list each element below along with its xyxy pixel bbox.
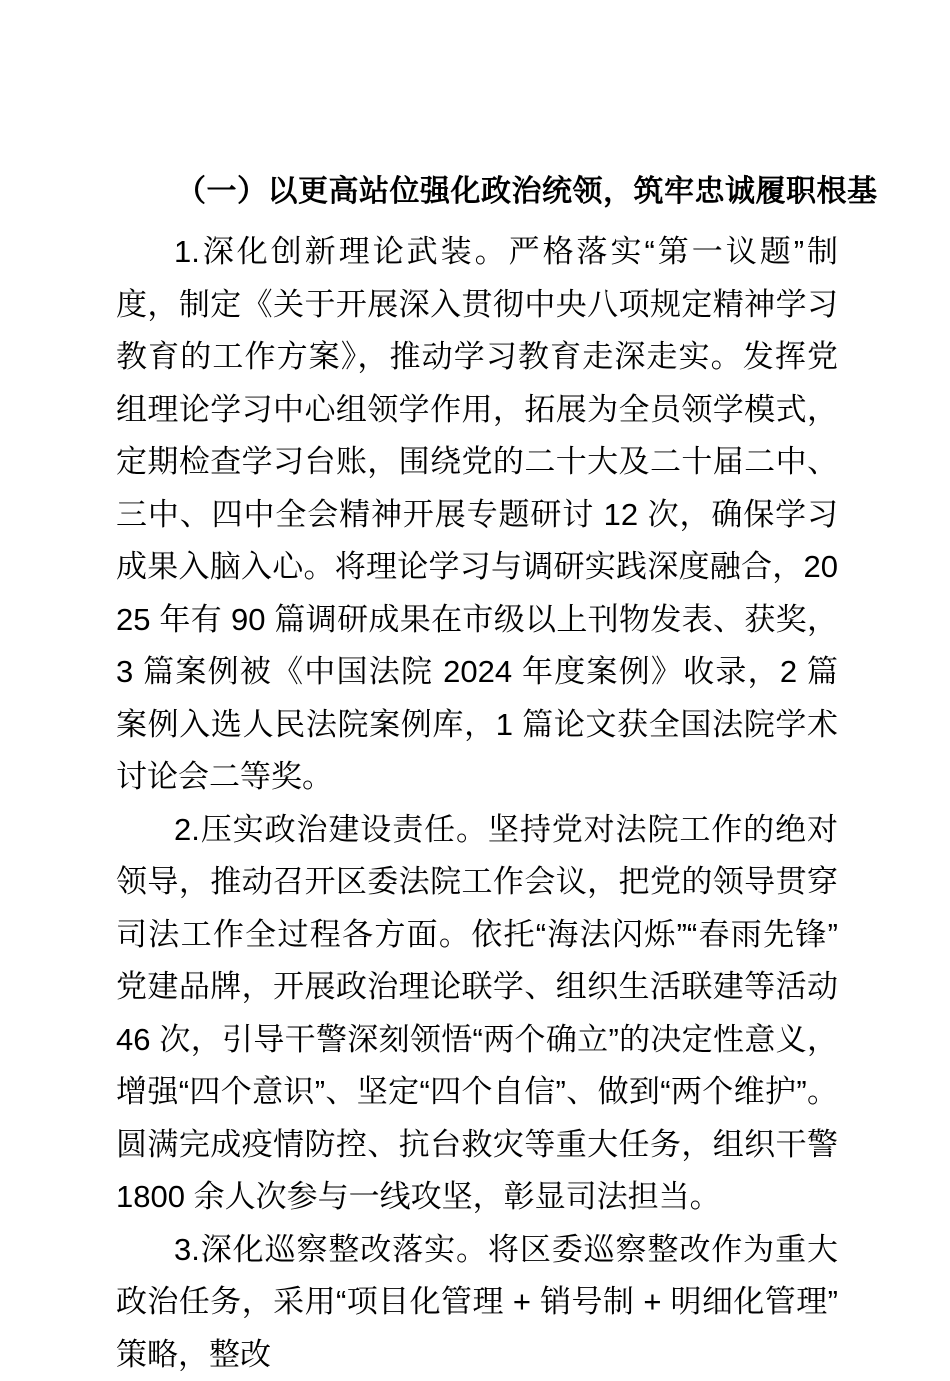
paragraph-2: 2.压实政治建设责任。坚持党对法院工作的绝对领导，推动召开区委法院工作会议，把党的领导贯穿司法工作全过程各方面。依托“海法闪烁”“春雨先锋”党建品牌，开展政治理论联学、组织生活联建等活动 46 次，引导干警深刻领悟“两个确立”的决定性意义，增强“四个意识”、坚定“四个自信”、做到“两个维护”。圆满完成疫情防控、抗台救灾等重大任务，组织干警 1800 余人次参与一线攻坚，彰显司法担当。 <box>116 804 838 1224</box>
document-body <box>116 166 838 1381</box>
section-heading: （一）以更高站位强化政治统领，筑牢忠诚履职根基 <box>116 166 838 218</box>
paragraph-1: 1.深化创新理论武装。严格落实“第一议题”制度，制定《关于开展深入贯彻中央八项规定精神学习教育的工作方案》，推动学习教育走深走实。发挥党组理论学习中心组领学作用，拓展为全员领学模式，定期检查学习台账，围绕党的二十大及二十届二中、三中、四中全会精神开展专题研讨 12 次，确保学习成果入脑入心。将理论学习与调研实践深度融合，2025 年有 90 篇调研成果在市级以上刊物发表、获奖，3 篇案例被《中国法院 2024 年度案例》收录，2 篇案例入选人民法院案例库，1 篇论文获全国法院学术讨论会二等奖。 <box>116 226 838 804</box>
paragraph-3: 3.深化巡察整改落实。将区委巡察整改作为重大政治任务，采用“项目化管理 + 销号制 + 明细化管理”策略，整改 <box>116 1224 838 1381</box>
